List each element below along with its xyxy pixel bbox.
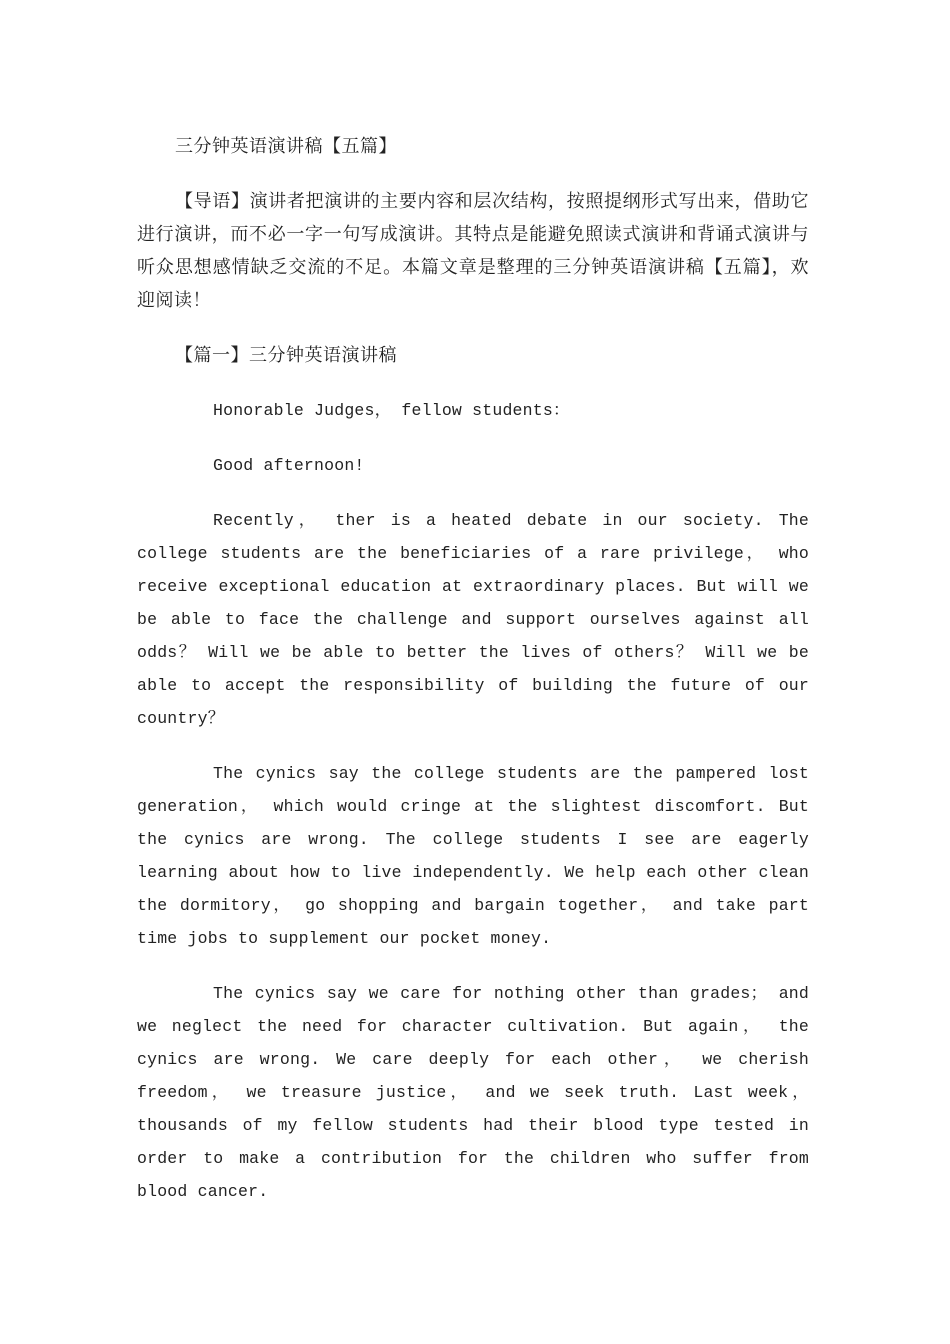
document-title: 三分钟英语演讲稿【五篇】 <box>175 136 397 157</box>
speech-paragraph-2: The cynics say the college students are the pampered lost generation， which would cringe at the slightest discomfort. But the cynics are wrong. The college students I see are eagerly learning about how to live independently. We help each other clean the dormitory， go shopping and bargain together， and take part time jobs to supplement our pocket money. <box>137 764 809 948</box>
intro-paragraph: 【导语】演讲者把演讲的主要内容和层次结构，按照提纲形式写出来，借助它进行演讲，而不必一字一句写成演讲。其特点是能避免照读式演讲和背诵式演讲与听众思想感情缺乏交流的不足。本篇文章是整理的三分钟英语演讲稿【五篇】，欢迎阅读！ <box>137 191 809 311</box>
greeting-line: Good afternoon! <box>213 456 365 475</box>
document-body <box>137 130 809 1230</box>
speech-paragraph-1: Recently， ther is a heated debate in our society. The college students are the beneficiaries of a rare privilege， who receive exceptional education at extraordinary places. But will we be able to face the challenge and support ourselves against all odds？ Will we be able to better the lives of others？ Will we be able to accept the responsibility of building the future of our country？ <box>137 511 809 728</box>
salutation-line: Honorable Judges， fellow students： <box>213 401 570 420</box>
section-heading: 【篇一】三分钟英语演讲稿 <box>175 345 397 366</box>
speech-paragraph-3: The cynics say we care for nothing other than grades； and we neglect the need for character cultivation. But again， the cynics are wrong. We care deeply for each other， we cherish freedom， we treasure justice， and we seek truth. Last week， thousands of my fellow students had their blood type tested in order to make a contribution for the children who suffer from blood cancer. <box>137 984 809 1201</box>
